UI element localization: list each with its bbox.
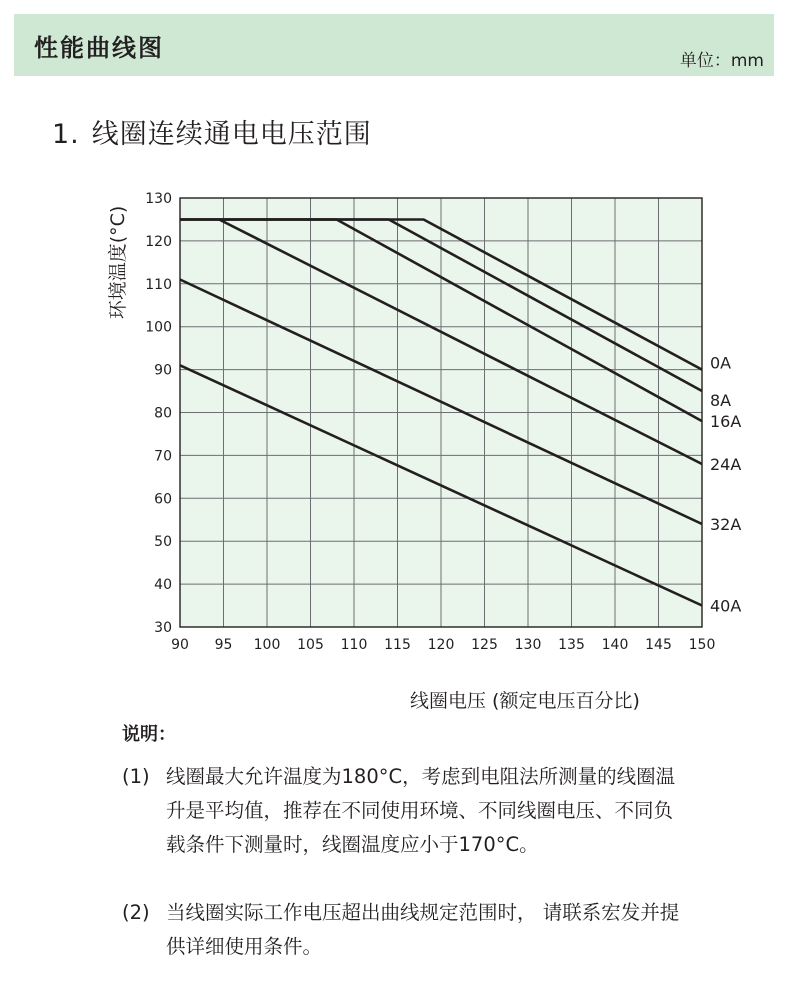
y-tick-label: 50 xyxy=(154,534,172,551)
section-number: 1. xyxy=(52,119,80,150)
x-tick-label: 90 xyxy=(171,637,189,653)
y-tick-label: 40 xyxy=(154,577,172,594)
note-item xyxy=(122,896,686,964)
note-item xyxy=(122,760,686,862)
y-tick-label: 120 xyxy=(145,233,172,250)
series-label-16a: 16A xyxy=(710,412,742,432)
section-title: 线圈连续通电电压范围 xyxy=(91,119,372,150)
x-tick-label: 130 xyxy=(514,637,542,653)
y-tick-label: 80 xyxy=(154,405,172,422)
series-label-24a: 24A xyxy=(710,454,742,474)
note-number: (2) xyxy=(122,901,150,924)
y-axis-label: 环境温度(°C) xyxy=(107,205,129,320)
unit-label: 单位：mm xyxy=(679,51,764,71)
note-text: 线圈最大允许温度为180°C，考虑到电阻法所测量的线圈温升是平均值，推荐在不同使用环境、不同线圈电压、不同负载条件下测量时，线圈温度应小于170°C。 xyxy=(166,765,676,856)
x-tick-label: 150 xyxy=(688,637,716,653)
y-tick-label: 110 xyxy=(145,276,172,293)
series-label-32a: 32A xyxy=(710,515,742,535)
notes-title: 说明： xyxy=(122,724,176,745)
y-tick-label: 130 xyxy=(145,191,172,207)
series-label-40a: 40A xyxy=(710,596,742,616)
series-label-8a: 8A xyxy=(710,391,732,411)
y-tick-label: 90 xyxy=(154,362,172,379)
x-tick-label: 110 xyxy=(340,637,368,653)
note-number: (1) xyxy=(122,765,150,788)
x-tick-label: 115 xyxy=(384,637,411,653)
y-tick-label: 70 xyxy=(154,448,172,465)
x-tick-label: 140 xyxy=(601,637,629,653)
x-tick-label: 135 xyxy=(558,637,585,653)
note-text: 当线圈实际工作电压超出曲线规定范围时， 请联系宏发并提供详细使用条件。 xyxy=(166,901,680,958)
series-label-0a: 0A xyxy=(710,353,732,373)
x-tick-label: 145 xyxy=(645,637,672,653)
x-tick-label: 105 xyxy=(297,637,324,653)
y-tick-label: 60 xyxy=(154,491,172,508)
x-tick-label: 120 xyxy=(427,637,455,653)
x-tick-label: 100 xyxy=(253,637,281,653)
page-title: 性能曲线图 xyxy=(34,34,164,62)
y-tick-label: 30 xyxy=(154,620,172,636)
x-tick-label: 125 xyxy=(471,637,498,653)
y-tick-label: 100 xyxy=(145,319,172,336)
x-tick-label: 95 xyxy=(214,637,233,653)
x-axis-label: 线圈电压 (额定电压百分比) xyxy=(410,690,640,712)
